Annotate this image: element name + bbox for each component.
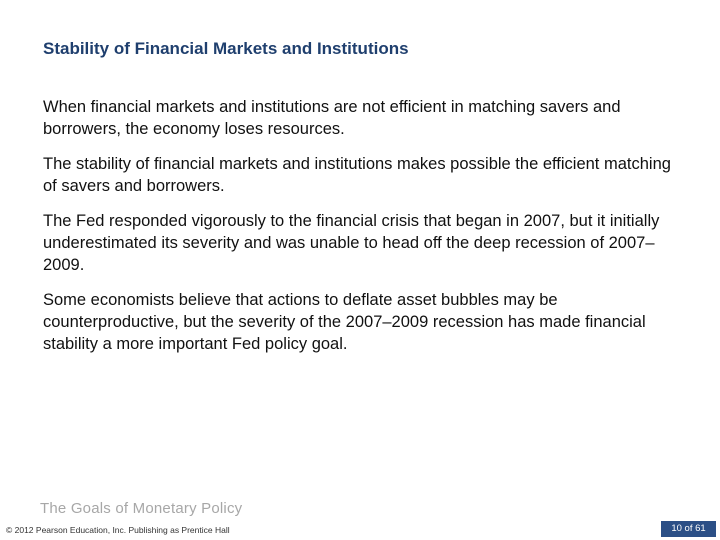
slide-title: Stability of Financial Markets and Institutions [43, 39, 409, 58]
body-paragraph-1: When financial markets and institutions are not efficient in matching savers and borrowers, the economy loses resources. [43, 98, 621, 138]
footer-section-title: The Goals of Monetary Policy [40, 500, 243, 517]
body-paragraph-4: Some economists believe that actions to deflate asset bubbles may be counterproductive, but the severity of the 2007–2009 recession has made financial stability a more important Fed policy goal. [43, 291, 646, 353]
page-number-badge: 10 of 61 [661, 521, 716, 537]
body-paragraph-2: The stability of financial markets and institutions makes possible the efficient matching of savers and borrowers. [43, 155, 671, 195]
slide-body [43, 96, 688, 368]
body-paragraph-3: The Fed responded vigorously to the financial crisis that began in 2007, but it initially underestimated its severity and was unable to head off the deep recession of 2007–2009. [43, 212, 660, 274]
footer-copyright: © 2012 Pearson Education, Inc. Publishing as Prentice Hall [6, 525, 230, 535]
